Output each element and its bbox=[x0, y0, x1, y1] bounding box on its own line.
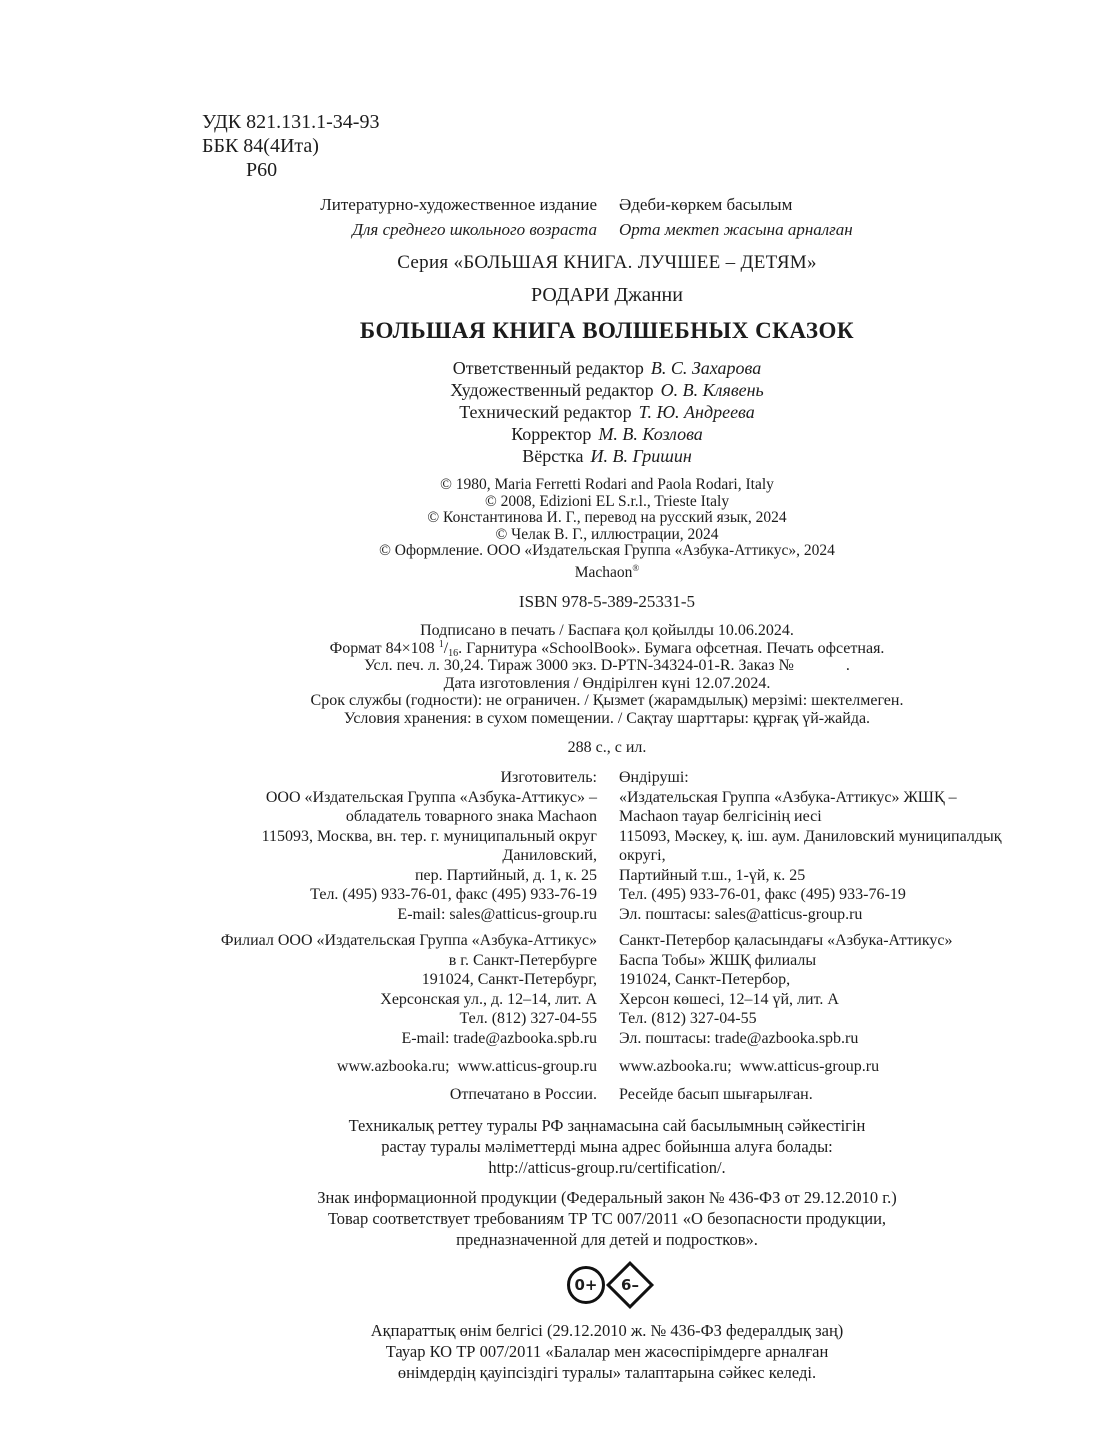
staff-line bbox=[184, 379, 1030, 401]
certification-line: растау туралы мәліметтерді мына адрес бойынша алуға болады: bbox=[381, 1137, 833, 1157]
manufacturer-ru-line: Изготовитель: bbox=[500, 769, 597, 787]
isbn-line: ISBN 978-5-389-25331-5 bbox=[518, 592, 696, 612]
manufacturer-block bbox=[184, 768, 1030, 924]
series-line: Серия «БОЛЬШАЯ КНИГА. ЛУЧШЕЕ – ДЕТЯМ» bbox=[397, 252, 817, 273]
age-note-row bbox=[184, 217, 1030, 242]
manufacturer-kz-line: 115093, Мәскеу, қ. іш. аум. Даниловский муниципалдық округі, bbox=[619, 827, 1002, 865]
staff-role: Вёрстка bbox=[522, 446, 584, 466]
branch-kz-line: Баспа Тобы» ЖШҚ филиалы bbox=[619, 951, 817, 969]
staff-name: О. В. Клявень bbox=[660, 380, 764, 400]
staff-role: Художественный редактор bbox=[450, 380, 654, 400]
age-note-kz: Орта мектеп жасына арналған bbox=[619, 220, 853, 239]
staff-name: В. С. Захарова bbox=[650, 358, 762, 378]
classification-codes bbox=[202, 110, 1030, 182]
fraction-slash: / bbox=[443, 639, 449, 657]
copyright-block bbox=[184, 477, 1030, 581]
edition-type-kz: Әдеби-көркем басылым bbox=[619, 195, 793, 214]
branch-ru bbox=[184, 931, 597, 1048]
websites-row bbox=[184, 1057, 1030, 1076]
staff-role: Технический редактор bbox=[459, 402, 632, 422]
fraction-denominator: 16 bbox=[448, 647, 459, 659]
copyright-line: © Константинова И. Г., перевод на русский язык, 2024 bbox=[427, 509, 787, 526]
imprint-content bbox=[184, 0, 1030, 1383]
author-sign-code: Р60 bbox=[246, 159, 278, 181]
branch-ru-line: Тел. (812) 327-04-55 bbox=[459, 1010, 597, 1028]
manufacturer-ru bbox=[184, 768, 597, 924]
age-rating-badges bbox=[184, 1259, 1030, 1311]
pages-count: 288 с., с ил. bbox=[567, 739, 647, 757]
info-sign-kz-line: өнімдердің қауіпсіздігі туралы» талаптарына сәйкес келеді. bbox=[397, 1363, 817, 1383]
registered-mark: ® bbox=[632, 562, 640, 573]
branch-kz-line: 191024, Санкт-Петербор, bbox=[619, 971, 791, 989]
manufacturer-kz-line: Machaon тауар белгісінің иесі bbox=[619, 808, 822, 826]
author-name: РОДАРИ Джанни bbox=[531, 284, 683, 306]
print-order-line: Усл. печ. л. 30,24. Тираж 3000 экз. D-PTN-34324-01-R. Заказ № . bbox=[364, 657, 850, 675]
storage-line: Условия хранения: в сухом помещении. / Сақтау шарттары: құрғақ үй-жайда. bbox=[343, 709, 871, 727]
certification-block bbox=[184, 1115, 1030, 1178]
udk-line: УДК 821.131.1-34-93 bbox=[202, 111, 380, 133]
copyright-line: © 1980, Maria Ferretti Rodari and Paola Rodari, Italy bbox=[440, 476, 774, 493]
fraction-numerator: 1 bbox=[438, 638, 444, 650]
websites-kz: www.azbooka.ru; www.atticus-group.ru bbox=[619, 1058, 880, 1076]
format-suffix: . Гарнитура «SchoolBook». Бумага офсетная. Печать офсетная. bbox=[458, 639, 885, 657]
info-sign-ru-block bbox=[184, 1187, 1030, 1250]
printed-in-row bbox=[184, 1085, 1030, 1104]
edition-type-row bbox=[184, 192, 1030, 217]
copyright-line: © 2008, Edizioni EL S.r.l., Trieste Italy bbox=[484, 492, 730, 510]
branch-kz-line: Тел. (812) 327-04-55 bbox=[619, 1010, 757, 1028]
certification-line: Техникалық реттеу туралы РФ заңнамасына сай басылымның сәйкестігін bbox=[348, 1116, 866, 1136]
staff-line bbox=[184, 357, 1030, 379]
info-sign-kz-block bbox=[184, 1320, 1030, 1383]
bbk-line: ББК 84(4Ита) bbox=[202, 135, 319, 157]
branch-kz-line: Херсон көшесі, 12–14 үй, лит. А bbox=[619, 990, 839, 1008]
age-badge-6minus bbox=[606, 1261, 654, 1309]
manufacturer-ru-line: пер. Партийный, д. 1, к. 25 bbox=[414, 866, 597, 884]
manufacturer-kz-line: Өндіруші: bbox=[619, 769, 689, 787]
websites-ru: www.azbooka.ru; www.atticus-group.ru bbox=[336, 1058, 597, 1076]
info-sign-ru-line: предназначенной для детей и подростков». bbox=[456, 1230, 758, 1250]
info-sign-ru-line: Товар соответствует требованиям ТР ТС 007/2011 «О безопасности продукции, bbox=[327, 1209, 887, 1229]
staff-line bbox=[184, 445, 1030, 467]
print-date-line: Дата изготовления / Өндірілген күні 12.07.2024. bbox=[443, 674, 771, 692]
manufacturer-ru-line: 115093, Москва, вн. тер. г. муниципальный округ Даниловский, bbox=[261, 827, 597, 865]
branch-kz-email: Эл. поштасы: trade@azbooka.spb.ru bbox=[619, 1029, 859, 1047]
staff-role: Корректор bbox=[511, 424, 592, 444]
manufacturer-ru-line: обладатель товарного знака Machaon bbox=[345, 808, 597, 826]
branch-kz-line: Санкт-Петербор қаласындағы «Азбука-Аттикус» bbox=[619, 932, 953, 950]
print-format-line bbox=[184, 640, 1030, 658]
manufacturer-ru-line: ООО «Издательская Группа «Азбука-Аттикус» – bbox=[265, 788, 597, 806]
copyright-line: © Челак В. Г., иллюстрации, 2024 bbox=[495, 525, 719, 543]
copyright-line: © Оформление. ООО «Издательская Группа «Азбука-Аттикус», 2024 bbox=[379, 542, 835, 559]
staff-name: М. В. Козлова bbox=[598, 424, 703, 444]
manufacturer-kz-line: Тел. (495) 933-76-01, факс (495) 933-76-19 bbox=[619, 886, 906, 904]
info-sign-kz-line: Тауар КО ТР 007/2011 «Балалар мен жасөспірімдерге арналған bbox=[385, 1342, 829, 1362]
age-badge-6minus-label: 6– bbox=[621, 1276, 639, 1295]
edition-type-ru: Литературно-художественное издание bbox=[320, 195, 597, 214]
brand-name: Machaon bbox=[574, 563, 633, 581]
manufacturer-ru-line: Тел. (495) 933-76-01, факс (495) 933-76-19 bbox=[310, 886, 597, 904]
branch-ru-line: 191024, Санкт-Петербург, bbox=[421, 971, 597, 989]
branch-ru-email: E-mail: trade@azbooka.spb.ru bbox=[401, 1029, 597, 1047]
service-life-line: Срок службы (годности): не ограничен. / Қызмет (жарамдылық) мерзімі: шектелмеген. bbox=[310, 692, 904, 710]
staff-block bbox=[184, 357, 1030, 467]
staff-role: Ответственный редактор bbox=[452, 358, 644, 378]
branch-ru-line: Херсонская ул., д. 12–14, лит. А bbox=[380, 990, 597, 1008]
manufacturer-kz bbox=[619, 768, 1030, 924]
edition-type-block bbox=[184, 192, 1030, 242]
info-sign-kz-line: Ақпараттық өнім белгісі (29.12.2010 ж. № 436-ФЗ федералдық заң) bbox=[370, 1321, 844, 1341]
manufacturer-kz-line: Партийный т.ш., 1-үй, к. 25 bbox=[619, 866, 806, 884]
printed-in-kz: Ресейде басып шығарылған. bbox=[619, 1086, 813, 1104]
staff-name: И. В. Гришин bbox=[590, 446, 692, 466]
certification-url: http://atticus-group.ru/certification/. bbox=[488, 1158, 726, 1178]
staff-name: Т. Ю. Андреева bbox=[638, 402, 755, 422]
printed-in-ru: Отпечатано в России. bbox=[449, 1086, 597, 1104]
branch-ru-line: в г. Санкт-Петербурге bbox=[448, 951, 597, 969]
brand-line bbox=[184, 560, 1030, 582]
manufacturer-kz-line: «Издательская Группа «Азбука-Аттикус» ЖШҚ – bbox=[619, 788, 957, 806]
print-signed-line: Подписано в печать / Баспаға қол қойылды 10.06.2024. bbox=[420, 622, 794, 640]
age-note-ru: Для среднего школьного возраста bbox=[352, 220, 597, 239]
staff-line bbox=[184, 401, 1030, 423]
age-badge-0plus bbox=[567, 1266, 605, 1304]
manufacturer-kz-email: Эл. поштасы: sales@atticus-group.ru bbox=[619, 905, 863, 923]
branch-block bbox=[184, 931, 1030, 1048]
staff-line bbox=[184, 423, 1030, 445]
info-sign-ru-line: Знак информационной продукции (Федеральный закон № 436-ФЗ от 29.12.2010 г.) bbox=[317, 1188, 897, 1208]
format-prefix: Формат 84×108 bbox=[329, 639, 439, 657]
manufacturer-ru-email: E-mail: sales@atticus-group.ru bbox=[397, 905, 597, 923]
book-title: БОЛЬШАЯ КНИГА ВОЛШЕБНЫХ СКАЗОК bbox=[359, 318, 855, 343]
age-badge-0plus-label: 0+ bbox=[574, 1276, 598, 1295]
branch-kz bbox=[619, 931, 1030, 1048]
branch-ru-line: Филиал ООО «Издательская Группа «Азбука-Аттикус» bbox=[220, 932, 597, 950]
print-info-block bbox=[184, 622, 1030, 727]
